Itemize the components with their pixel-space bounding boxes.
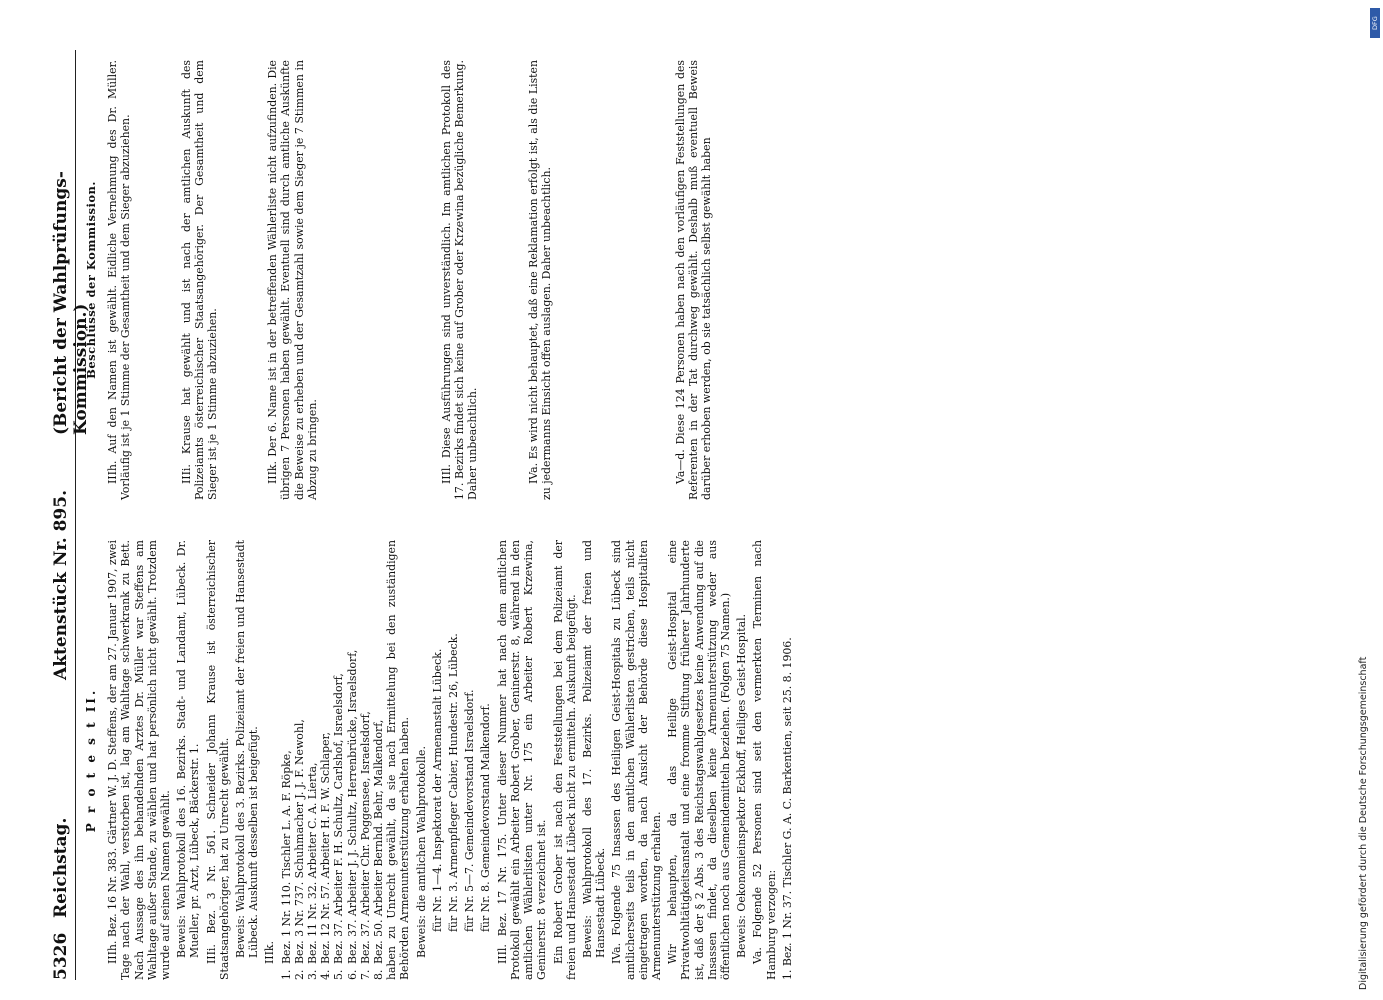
list-item: 7. Bez. 37. Arbeiter Chr. Poggensee, Israelsdorf,: [358, 711, 372, 980]
running-title: Reichstag.: [51, 817, 71, 918]
page-number: 5326: [51, 932, 71, 980]
report-title: (Bericht der Wahlprüfungs-Kommission.): [51, 171, 91, 435]
decision-IIIk: IIIk. Der 6. Name ist in der betreffenden Wählerliste nicht aufzufinden. Die übrigen 7 Personen haben gewählt. Eventuell sind durch amtliche Auskünfte die Beweise zu erheben und der Gesamtzahl sowie dem Sieger je 7 Stimmen in Abzug zu bringen.: [266, 60, 319, 500]
decision-IIIl: IIIl. Diese Ausführungen sind unverständlich. Im amtlichen Protokoll des 17. Bezirks findet sich keine auf Grober oder Krzewina bezügliche Bemerkung. Daher unbeachtlich.: [440, 60, 480, 500]
paragraph-IIIl-b: Ein Robert Grober ist nach den Feststellungen bei dem Polizeiamt der freien und Hansestadt Lübeck nicht zu ermitteln. Auskunft beigefügt.: [551, 540, 578, 980]
protest-title: P r o t e s t II.: [84, 687, 98, 833]
voter-list: [280, 540, 386, 980]
digitization-note: Digitalisierung gefördert durch die Deutsche Forschungsgemeinschaft: [1358, 656, 1369, 990]
paragraph-IIIk: haben zu Unrecht gewählt, da sie nach Ermittelung bei den zuständigen Behörden Armenunterstützung erhalten haben.: [385, 540, 412, 980]
decision-Va-d: Va—d. Diese 124 Personen haben nach den vorläufigen Feststellungen des Referenten in der Tat durchweg gewählt. Deshalb muß eventuell Beweis darüber erhoben werden, ob sie tatsächlich selbst gewählt haben: [674, 60, 714, 500]
list-item: 6. Bez. 37. Arbeiter J. J. Schultz, Herrenbrücke, Israelsdorf,: [345, 649, 359, 980]
list-item: 3. Bez. 11 Nr. 32. Arbeiter C. A. Lierta,: [306, 762, 320, 980]
paragraph-IIIi: IIIi. Bez. 3 Nr. 561. Schneider Johann Krause ist österreichischer Staatsangehöriger, hat zu Unrecht gewählt.: [204, 540, 231, 980]
proof-IIIk-c: für Nr. 5—7. Gemeindevorstand Israelsdorf.: [463, 689, 477, 932]
dfg-logo: DFG: [1370, 8, 1380, 38]
proof-IVa: Beweis: Oekonomieinspektor Eckhoff, Heiliges Geist-Hospital.: [735, 613, 749, 958]
decision-IIIi: IIIi. Krause hat gewählt und ist nach der amtlichen Auskunft des Polizeiamts österreichischer Staatsangehöriger. Der Gesamtheit und dem Sieger ist je 1 Stimme abzuziehen.: [179, 60, 220, 500]
paragraph-IVa-b: Wir behaupten, da das Heilige Geist-Hospital eine Privatwohltätigkeitsanstalt und eine fromme Stiftung früherer Jahrhunderte ist, daß der § 2 Abs. 3 des Reichstagswahlgesetzes keine Anwendung auf die Insassen findet, da dieselben keine Armenunterstützung weder aus öffentlichen noch aus Gemeindemitteln beziehen. (Folgen 75 Namen.): [666, 540, 732, 980]
document-number: Aktenstück Nr. 895.: [51, 489, 71, 680]
proof-IIIk-a: für Nr. 1—4. Inspektorat der Armenanstalt Lübeck.: [430, 648, 444, 932]
paragraph-IIIk-head: IIIk.: [263, 941, 277, 964]
commission-title: Beschlüsse der Kommission.: [84, 181, 98, 379]
list-item: 2. Bez. 3 Nr. 737. Schuhmacher J. J. F. Newohl,: [292, 719, 306, 980]
decision-IVa: IVa. Es wird nicht behauptet, daß eine Reklamation erfolgt ist, als die Listen zu jedermanns Einsicht offen auslagen. Daher unbeachtlich.: [526, 60, 553, 500]
paragraph-IVa: IVa. Folgende 75 Insassen des Heiligen Geist-Hospitals zu Lübeck sind amtlicherseits teils in den amtlichen Wählerlisten gestrichen, teils nicht eingetragen worden, da nach Ansicht der Behörde diese Hospitaliten Armenunterstützung erhalten.: [610, 540, 663, 980]
paragraph-Va: Va. Folgende 52 Personen sind seit den vermerkten Terminen nach Hamburg verzogen:: [751, 540, 778, 980]
paragraph-IIIl: IIIl. Bez. 17 Nr. 175. Unter dieser Nummer hat nach dem amtlichen Protokoll gewählt ein Arbeiter Robert Grober, Geninerstr. 8, während in den amtlichen Wählerlisten unter Nr. 175 ein Arbeiter Robert Krzewina, Geninerstr. 8 verzeichnet ist.: [495, 540, 549, 980]
proof-IIIk: Beweis: die amtlichen Wahlprotokolle.: [414, 746, 428, 958]
list-item: 8. Bez. 50. Arbeiter Bernhd. Behr, Malkendorf,: [372, 719, 386, 980]
paragraph-IIIh: IIIh. Bez. 16 Nr. 383. Gärtner W. J. D. Steffens, der am 27. Januar 1907, zwei Tage nach der Wahl, verstorben ist, lag am Wahltage schwerkrank zu Bett. Nach Aussage des ihn behandelnden Arztes Dr. Müller war Steffens am Wahltage außer Stande, zu wählen und hat persönlich nicht gewählt. Trotzdem wurde auf seinen Namen gewählt.: [106, 540, 173, 980]
proof-IIIk-b: für Nr. 3. Armenpfleger Cabier, Hundestr. 26, Lübeck.: [447, 633, 461, 932]
decision-IIIh: IIIh. Auf den Namen ist gewählt. Eidliche Vernehmung des Dr. Müller. Vorläufig ist je 1 Stimme der Gesamtheit und dem Sieger abzuziehen.: [106, 60, 133, 500]
list-item: 5. Bez. 37. Arbeiter F. H. Schultz, Carlshof, Israelsdorf,: [332, 673, 346, 980]
list-item: 1. Bez. 1 Nr. 110. Tischler L. A. F. Röpke,: [279, 750, 293, 980]
paragraph-Va-item: 1. Bez. 1 Nr. 37. Tischler G. A. C. Barkentien, seit 25. 8. 1906.: [780, 637, 794, 980]
rotated-page: [45, 50, 1305, 980]
proof-IIIk-d: für Nr. 8. Gemeindevorstand Malkendorf.: [479, 703, 493, 932]
proof-IIIl: Beweis: Wahlprotokoll des 17. Bezirks. Polizeiamt der freien und Hansestadt Lübeck.: [580, 540, 608, 958]
commission-column: [83, 60, 717, 500]
proof-IIIh: Beweis: Wahlprotokoll des 16. Bezirks. Stadt- und Landamt, Lübeck. Dr. Mueller, pr. Arzt, Lübeck, Bäckerstr. 1.: [175, 540, 202, 958]
proof-IIIi: Beweis: Wahlprotokoll des 3. Bezirks. Polizeiamt der freien und Hansestadt Lübeck. Auskunft desselben ist beigefügt.: [234, 540, 261, 958]
protest-column: [83, 540, 797, 980]
list-item: 4. Bez. 12 Nr. 57. Arbeiter H. F. W. Schlaper,: [319, 732, 333, 980]
